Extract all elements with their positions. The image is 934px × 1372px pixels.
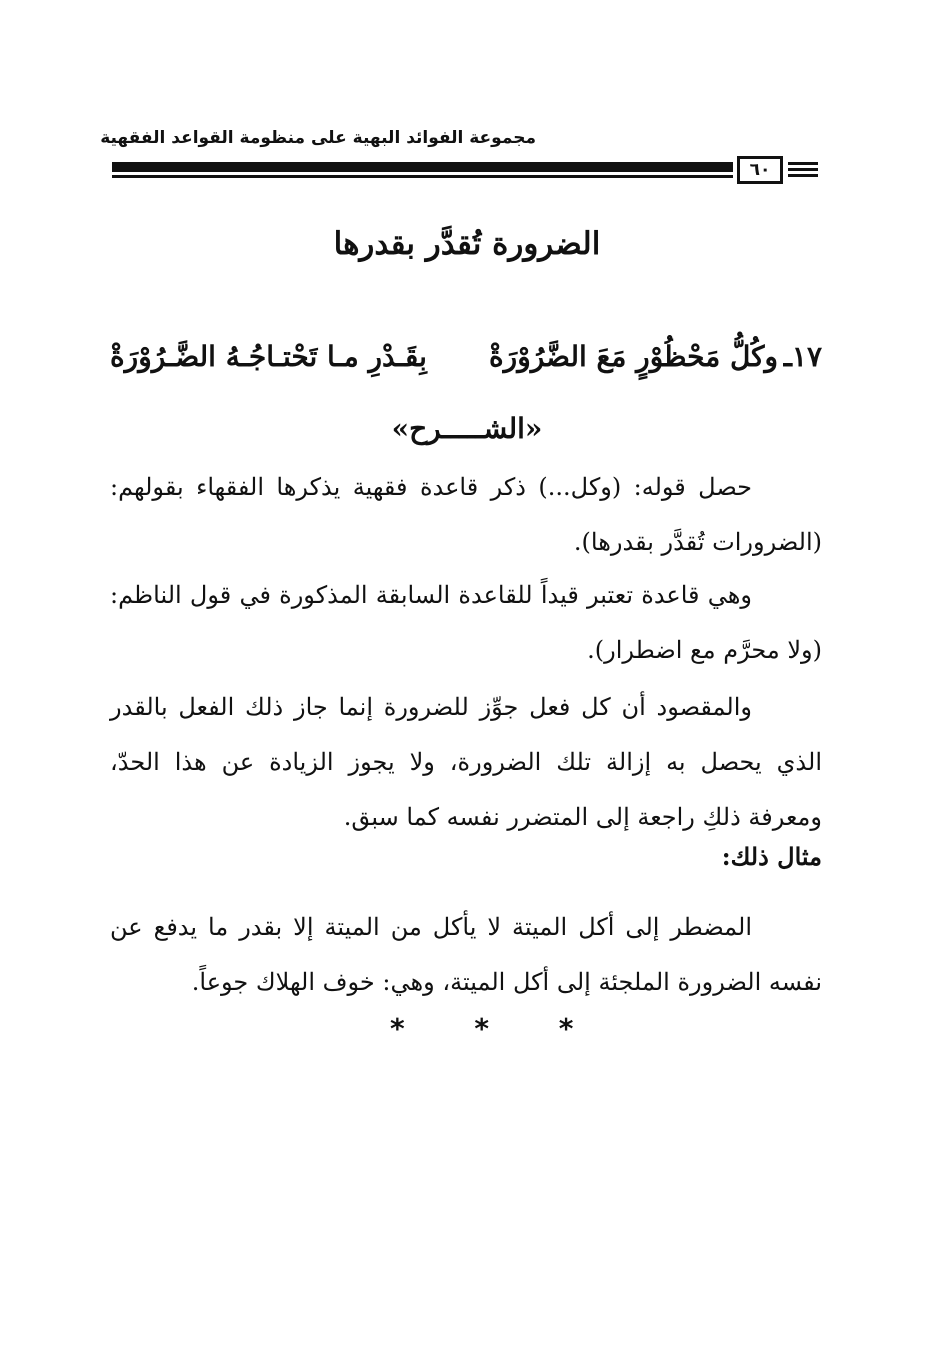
paragraph [110,680,822,845]
header-rule-right [788,168,818,171]
running-header: مجموعة الفوائد البهية على منظومة القواعد الفقهية [100,128,536,148]
section-title: الضرورة تُقدَّر بقدرها [333,226,601,262]
paragraph-text: والمقصود أن كل فعل جوِّز للضرورة إنما جاز ذلك الفعل بالقدر الذي يحصل به إزالة تلك الضرورة، ولا يجوز الزيادة عن هذا الحدّ، ومعرفة ذلكِ راجعة إلى المتضرر نفسه كما سبق. [110,693,822,831]
paragraph [110,460,822,570]
verse-line [110,340,822,390]
page-number: ٦٠ [737,156,783,184]
section-separator: * * * [390,1012,604,1045]
header-rule-thick [112,162,733,172]
header-rule-thin [112,175,733,178]
verse-first-hemistich: وكُلُّ مَحْظُوْرٍ مَعَ الضَّرُوْرَةْ [489,340,778,373]
paragraph [110,568,822,678]
paragraph-text: وهي قاعدة تعتبر قيداً للقاعدة السابقة المذكورة في قول الناظم: (ولا محرَّم مع اضطرار). [110,581,822,664]
verse-number: ١٧ـ [783,340,822,373]
paragraph-text: المضطر إلى أكل الميتة لا يأكل من الميتة إلا بقدر ما يدفع عن نفسه الضرورة الملجئة إلى أكل الميتة، وهي: خوف الهلاك جوعاً. [110,913,822,996]
verse-second-hemistich: بِقَـدْرِ مـا تَحْتـاجُـهُ الضَّـرُوْرَةْ [110,340,427,373]
paragraph [110,900,822,1010]
header-rule-right [788,174,818,177]
sharh-heading: «الشـــــرح» [391,412,543,445]
header-rule-right [788,162,818,165]
example-heading: مثال ذلك: [721,842,822,871]
paragraph-text: حصل قوله: (وكل...) ذكر قاعدة فقهية يذكرها الفقهاء بقولهم: (الضرورات تُقدَّر بقدرها). [110,473,822,556]
